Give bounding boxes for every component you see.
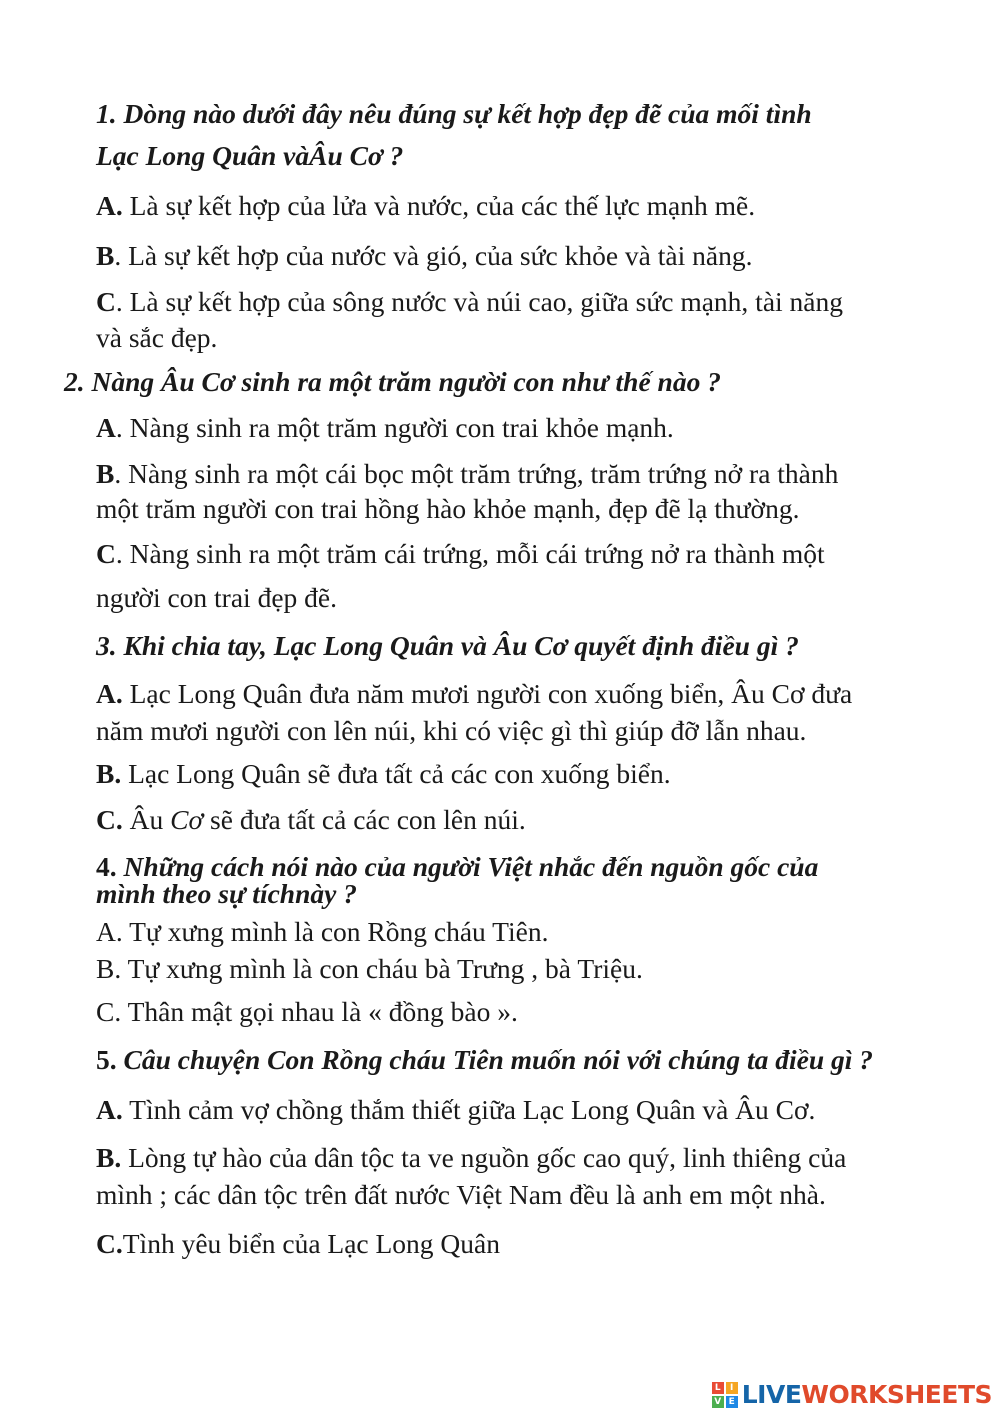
option-text: Lòng tự hào của dân tộc ta ve nguồn gốc cao quý, linh thiêng của bbox=[128, 1142, 847, 1173]
question-1-option-c-line-2: và sắc đẹp. bbox=[96, 322, 218, 353]
question-4-number: 4. bbox=[96, 851, 117, 882]
question-1-number: 1. bbox=[96, 98, 117, 129]
question-3-option-a bbox=[96, 676, 852, 712]
option-text: . Nàng sinh ra một trăm cái trứng, mỗi cái trứng nở ra thành một bbox=[115, 538, 825, 569]
question-1-text: Dòng nào dưới đây nêu đúng sự kết hợp đẹp đẽ của mối tình bbox=[123, 98, 812, 129]
question-2-option-c-line-2: người con trai đẹp đẽ. bbox=[96, 582, 337, 613]
logo-letter-e: E bbox=[726, 1396, 738, 1408]
option-text: . Nàng sinh ra một cái bọc một trăm trứng, trăm trứng nở ra thành bbox=[114, 458, 839, 489]
question-5-option-c bbox=[96, 1226, 500, 1262]
option-label: A. bbox=[96, 678, 123, 709]
question-5-text: Câu chuyện Con Rồng cháu Tiên muốn nói với chúng ta điều gì ? bbox=[123, 1044, 874, 1075]
option-label: A bbox=[96, 412, 116, 443]
question-2-number: 2. bbox=[64, 366, 85, 397]
question-3-text: Khi chia tay, Lạc Long Quân và Âu Cơ quyết định điều gì ? bbox=[123, 630, 799, 661]
question-2-option-b bbox=[96, 456, 838, 492]
option-text-italic: Cơ bbox=[170, 804, 204, 835]
question-1-option-c bbox=[96, 284, 843, 320]
option-text: Tình cảm vợ chồng thắm thiết giữa Lạc Long Quân và Âu Cơ. bbox=[129, 1094, 816, 1125]
option-text: . Là sự kết hợp của sông nước và núi cao, giữa sức mạnh, tài năng bbox=[115, 286, 844, 317]
question-4-text: Những cách nói nào của người Việt nhắc đến nguồn gốc của bbox=[123, 851, 819, 882]
option-text: Là sự kết hợp của lửa và nước, của các thế lực mạnh mẽ. bbox=[129, 190, 756, 221]
question-2-text: Nàng Âu Cơ sinh ra một trăm người con như thế nào ? bbox=[91, 366, 721, 397]
question-1-option-a bbox=[96, 188, 755, 224]
logo-letter-l: L bbox=[712, 1382, 724, 1394]
question-3-number: 3. bbox=[96, 630, 117, 661]
option-label: B bbox=[96, 458, 115, 489]
question-1-line-1 bbox=[96, 96, 812, 132]
option-text: Âu bbox=[129, 804, 164, 835]
question-2-line-1 bbox=[64, 364, 721, 400]
brand-live: LIVE bbox=[741, 1380, 802, 1409]
option-text: Lạc Long Quân sẽ đưa tất cả các con xuống biển. bbox=[128, 758, 671, 789]
option-label: B. bbox=[96, 1142, 122, 1173]
question-2-option-a bbox=[96, 410, 674, 446]
option-text: sẽ đưa tất cả các con lên núi. bbox=[210, 804, 526, 835]
logo-letter-v: V bbox=[712, 1396, 724, 1408]
question-5-line-1 bbox=[96, 1042, 873, 1078]
option-label: C bbox=[96, 538, 116, 569]
question-3-option-a-line-2: năm mươi người con lên núi, khi có việc gì thì giúp đỡ lẫn nhau. bbox=[96, 715, 807, 746]
option-text: Tình yêu biển của Lạc Long Quân bbox=[122, 1228, 500, 1259]
question-4-option-b: B. Tự xưng mình là con cháu bà Trưng , bà Triệu. bbox=[96, 953, 643, 984]
brand-worksheets: WORKSHEETS bbox=[801, 1380, 992, 1409]
option-text: Lạc Long Quân đưa năm mươi người con xuống biển, Âu Cơ đưa bbox=[129, 678, 853, 709]
liveworksheets-brand bbox=[712, 1380, 992, 1410]
question-1-option-b bbox=[96, 238, 752, 274]
option-label: C bbox=[96, 286, 116, 317]
option-label: C. bbox=[96, 1228, 123, 1259]
question-5-option-b-line-2: mình ; các dân tộc trên đất nước Việt Nam đều là anh em một nhà. bbox=[96, 1179, 826, 1210]
question-3-option-b bbox=[96, 756, 671, 792]
question-4-line-2: mình theo sự tíchnày ? bbox=[96, 878, 357, 909]
question-1-line-2: Lạc Long Quân vàÂu Cơ ? bbox=[96, 140, 404, 171]
question-5-option-b bbox=[96, 1140, 846, 1176]
question-2-option-b-line-2: một trăm người con trai hồng hào khỏe mạnh, đẹp đẽ lạ thường. bbox=[96, 493, 800, 524]
option-label: B bbox=[96, 240, 115, 271]
question-3-option-c bbox=[96, 802, 526, 838]
option-label: C. bbox=[96, 804, 123, 835]
option-text: . Là sự kết hợp của nước và gió, của sức khỏe và tài năng. bbox=[114, 240, 753, 271]
liveworksheets-wordmark bbox=[742, 1380, 992, 1410]
question-4-option-c: C. Thân mật gọi nhau là « đồng bào ». bbox=[96, 996, 518, 1027]
question-2-option-c bbox=[96, 536, 825, 572]
question-5-number: 5. bbox=[96, 1044, 117, 1075]
question-4-option-a: A. Tự xưng mình là con Rồng cháu Tiên. bbox=[96, 916, 549, 947]
question-5-option-a bbox=[96, 1092, 815, 1128]
question-4-line-1 bbox=[96, 853, 818, 881]
option-label: A. bbox=[96, 190, 123, 221]
logo-letter-i: I bbox=[726, 1382, 738, 1394]
option-label: A. bbox=[96, 1094, 123, 1125]
option-text: . Nàng sinh ra một trăm người con trai khỏe mạnh. bbox=[115, 412, 674, 443]
option-label: B. bbox=[96, 758, 122, 789]
question-3-line-1 bbox=[96, 628, 799, 664]
liveworksheets-logo-icon bbox=[712, 1382, 738, 1408]
